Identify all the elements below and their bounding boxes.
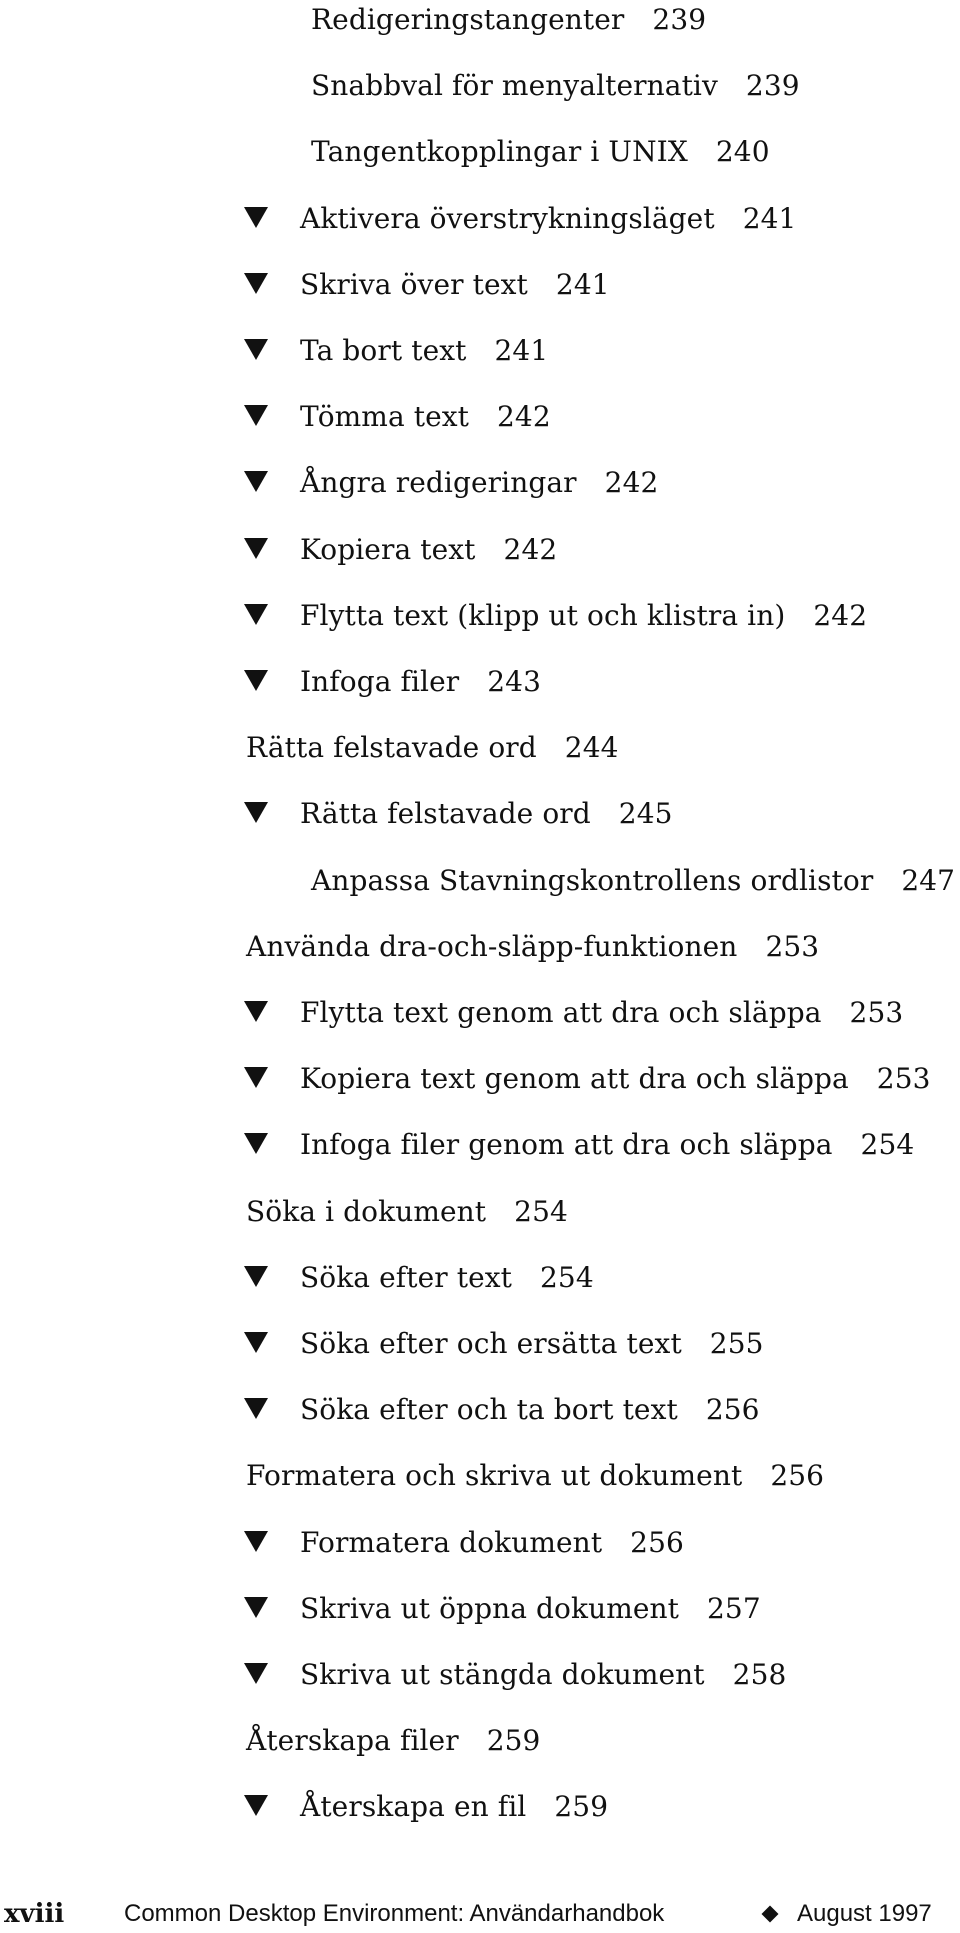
toc-entry-text xyxy=(300,1787,608,1827)
toc-entry-page: 242 xyxy=(497,400,551,433)
toc-entry-title: Infoga filer xyxy=(300,665,460,698)
toc-entry[interactable] xyxy=(0,1655,960,1695)
triangle-bullet-icon xyxy=(244,207,268,228)
toc-entry[interactable] xyxy=(0,1787,960,1827)
toc-entry-page: 256 xyxy=(770,1459,825,1492)
triangle-bullet-icon xyxy=(244,339,268,360)
toc-entry-text xyxy=(246,1192,568,1232)
toc-entry-title: Snabbval för menyalternativ xyxy=(311,69,718,102)
toc-entry[interactable] xyxy=(0,1125,960,1165)
toc-entry-text xyxy=(300,993,903,1033)
toc-entry-page: 240 xyxy=(715,135,770,168)
toc-entry-title: Tömma text xyxy=(300,400,470,433)
triangle-bullet-icon xyxy=(244,1663,268,1684)
toc-entry-title: Anpassa Stavningskontrollens ordlistor xyxy=(311,864,874,897)
toc-entry[interactable] xyxy=(0,199,960,239)
toc-entry-title: Flytta text genom att dra och släppa xyxy=(300,996,822,1029)
toc-entry-page: 259 xyxy=(554,1790,609,1823)
toc-entry-page: 256 xyxy=(705,1393,760,1426)
toc-entry-text xyxy=(311,132,770,172)
toc-entry[interactable] xyxy=(0,397,960,437)
toc-entry-text xyxy=(311,861,955,901)
toc-entry-text xyxy=(300,1589,761,1629)
toc-entry-text xyxy=(300,463,658,503)
toc-entry[interactable] xyxy=(0,530,960,570)
toc-entry[interactable] xyxy=(0,927,960,967)
toc-entry-title: Kopiera text xyxy=(300,533,476,566)
toc-entry-text xyxy=(300,265,610,305)
toc-entry[interactable] xyxy=(0,463,960,503)
toc-entry[interactable] xyxy=(0,993,960,1033)
toc-entry[interactable] xyxy=(0,1059,960,1099)
publication-date: August 1997 xyxy=(797,1900,932,1927)
diamond-separator-icon xyxy=(762,1906,779,1923)
toc-entry-title: Ta bort text xyxy=(300,334,467,367)
toc-entry-page: 247 xyxy=(901,864,956,897)
toc-entry-text xyxy=(300,1523,684,1563)
toc-entry-title: Kopiera text genom att dra och släppa xyxy=(300,1062,849,1095)
toc-entry[interactable] xyxy=(0,794,960,834)
toc-entry-title: Söka efter text xyxy=(300,1261,513,1294)
toc-entry-page: 253 xyxy=(876,1062,931,1095)
toc-entry-title: Skriva ut öppna dokument xyxy=(300,1592,680,1625)
toc-entry-text xyxy=(300,794,673,834)
toc-entry[interactable] xyxy=(0,1523,960,1563)
toc-entry-text xyxy=(246,927,819,967)
triangle-bullet-icon xyxy=(244,405,268,426)
toc-entry[interactable] xyxy=(0,66,960,106)
toc-entry-title: Redigeringstangenter xyxy=(311,3,625,36)
toc-entry-page: 254 xyxy=(540,1261,594,1294)
toc-entry-text xyxy=(300,397,551,437)
toc-entry-text xyxy=(246,728,619,768)
toc-entry-title: Rätta felstavade ord xyxy=(300,797,591,830)
toc-entry-page: 256 xyxy=(630,1526,684,1559)
toc-entry-title: Söka efter och ersätta text xyxy=(300,1327,682,1360)
toc-entry-page: 241 xyxy=(555,268,610,301)
toc-entry-text xyxy=(300,1059,931,1099)
toc-entry-page: 241 xyxy=(742,202,797,235)
toc-entry-text xyxy=(300,662,541,702)
triangle-bullet-icon xyxy=(244,604,268,625)
triangle-bullet-icon xyxy=(244,1266,268,1287)
triangle-bullet-icon xyxy=(244,1001,268,1022)
toc-entry-title: Flytta text (klipp ut och klistra in) xyxy=(300,599,786,632)
toc-entry-page: 244 xyxy=(564,731,619,764)
toc-entry-page: 253 xyxy=(849,996,904,1029)
toc-entry-text xyxy=(300,199,796,239)
toc-entry[interactable] xyxy=(0,265,960,305)
toc-entry[interactable] xyxy=(0,1589,960,1629)
toc-entry-text xyxy=(300,1125,914,1165)
toc-entry-text xyxy=(311,66,800,106)
toc-entry-page: 242 xyxy=(813,599,868,632)
toc-entry-page: 254 xyxy=(860,1128,915,1161)
toc-entry-page: 259 xyxy=(486,1724,541,1757)
toc-entry-page: 253 xyxy=(765,930,820,963)
page-footer xyxy=(0,1898,960,1930)
toc-entry[interactable] xyxy=(0,662,960,702)
triangle-bullet-icon xyxy=(244,1067,268,1088)
toc-entry-page: 245 xyxy=(618,797,673,830)
toc-entry-title: Skriva över text xyxy=(300,268,528,301)
toc-entry-title: Söka efter och ta bort text xyxy=(300,1393,678,1426)
toc-entry-page: 239 xyxy=(652,3,707,36)
toc-entry-title: Återskapa en fil xyxy=(300,1790,527,1823)
toc-entry[interactable] xyxy=(0,1258,960,1298)
toc-entry-page: 242 xyxy=(503,533,558,566)
toc-entry-text xyxy=(300,596,867,636)
triangle-bullet-icon xyxy=(244,273,268,294)
toc-entry-page: 239 xyxy=(745,69,800,102)
toc-entry-page: 258 xyxy=(732,1658,787,1691)
toc-entry-title: Formatera dokument xyxy=(300,1526,603,1559)
toc-entry[interactable] xyxy=(0,861,960,901)
triangle-bullet-icon xyxy=(244,1398,268,1419)
toc-entry[interactable] xyxy=(0,1324,960,1364)
toc-entry-title: Rätta felstavade ord xyxy=(246,731,537,764)
triangle-bullet-icon xyxy=(244,1332,268,1353)
triangle-bullet-icon xyxy=(244,670,268,691)
toc-entry[interactable] xyxy=(0,1721,960,1761)
triangle-bullet-icon xyxy=(244,538,268,559)
toc-entry[interactable] xyxy=(0,0,960,40)
toc-entry-text xyxy=(300,331,548,371)
toc-entry-title: Återskapa filer xyxy=(246,1724,459,1757)
toc-entry-title: Använda dra-och-släpp-funktionen xyxy=(246,930,738,963)
triangle-bullet-icon xyxy=(244,1597,268,1618)
toc-entry-title: Ångra redigeringar xyxy=(300,466,577,499)
toc-entry-page: 242 xyxy=(604,466,659,499)
toc-entry-text xyxy=(300,1655,786,1695)
triangle-bullet-icon xyxy=(244,471,268,492)
toc-entry-page: 254 xyxy=(514,1195,568,1228)
toc-entry-text xyxy=(246,1456,824,1496)
toc-entry-text xyxy=(300,530,557,570)
toc-entry-text xyxy=(300,1258,594,1298)
toc-entry-title: Aktivera överstrykningsläget xyxy=(300,202,715,235)
toc-entry[interactable] xyxy=(0,132,960,172)
toc-entry-text xyxy=(311,0,706,40)
toc-entry[interactable] xyxy=(0,1390,960,1430)
toc-entry-text xyxy=(300,1324,764,1364)
toc-entry-title: Tangentkopplingar i UNIX xyxy=(311,135,688,168)
triangle-bullet-icon xyxy=(244,802,268,823)
toc-entry-title: Infoga filer genom att dra och släppa xyxy=(300,1128,833,1161)
triangle-bullet-icon xyxy=(244,1531,268,1552)
triangle-bullet-icon xyxy=(244,1133,268,1154)
toc-entry[interactable] xyxy=(0,1456,960,1496)
toc-entry-page: 241 xyxy=(494,334,549,367)
triangle-bullet-icon xyxy=(244,1795,268,1816)
book-title: Common Desktop Environment: Användarhandbok xyxy=(124,1900,665,1927)
toc-entry-title: Formatera och skriva ut dokument xyxy=(246,1459,743,1492)
page-number: xviii xyxy=(4,1899,65,1929)
toc-entry-page: 257 xyxy=(707,1592,761,1625)
toc-entry[interactable] xyxy=(0,1192,960,1232)
toc-entry-text xyxy=(246,1721,540,1761)
toc-entry[interactable] xyxy=(0,596,960,636)
toc-entry-title: Söka i dokument xyxy=(246,1195,487,1228)
toc-entry-text xyxy=(300,1390,760,1430)
toc-entry[interactable] xyxy=(0,331,960,371)
toc-entry-page: 243 xyxy=(487,665,542,698)
toc-entry-page: 255 xyxy=(709,1327,764,1360)
toc-entry-title: Skriva ut stängda dokument xyxy=(300,1658,705,1691)
toc-entry[interactable] xyxy=(0,728,960,768)
